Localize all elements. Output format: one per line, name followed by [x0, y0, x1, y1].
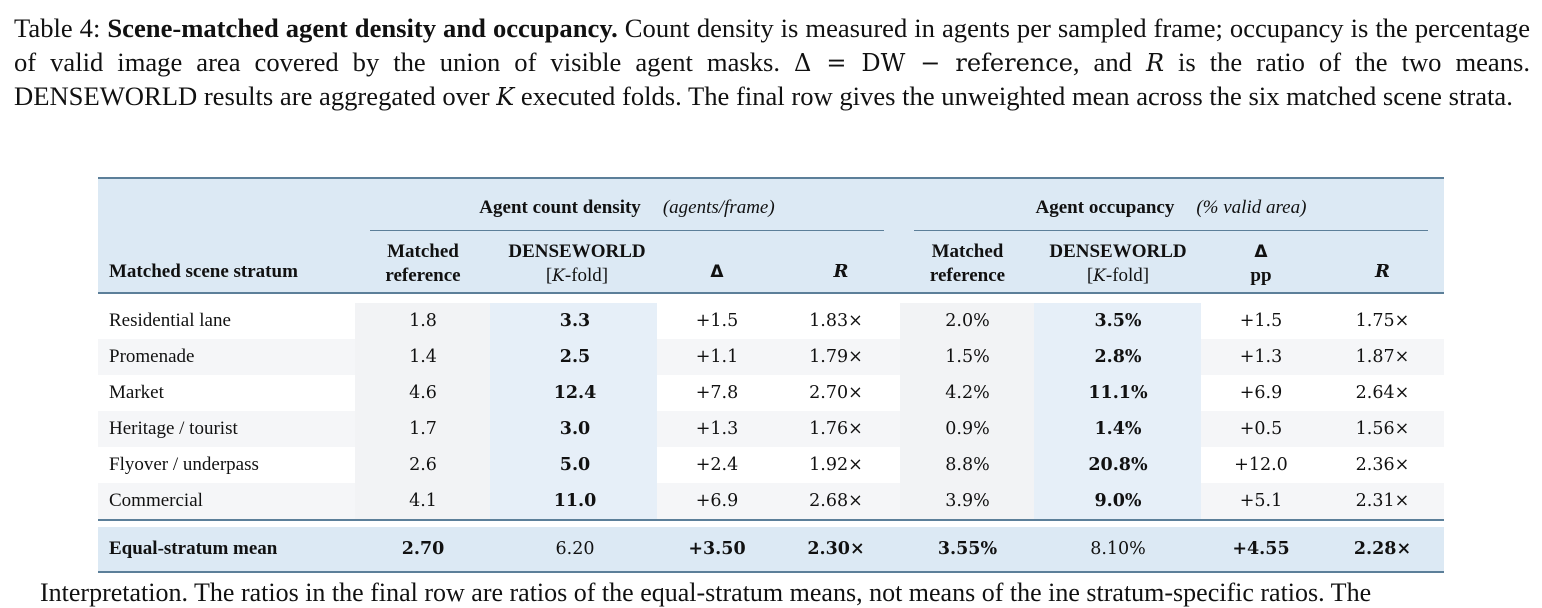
- cell-stratum: Heritage / tourist: [109, 418, 238, 439]
- caption-line3-end: executed folds. The final row gives the unweighted mean across the: [514, 81, 1242, 111]
- header-occ-r-symbol: R: [1375, 261, 1390, 282]
- cell-occ-r: 2.36×: [1355, 455, 1410, 475]
- caption-label: Table 4:: [14, 13, 101, 43]
- table-row: [98, 303, 1444, 339]
- mean-occ-delta: +4.55: [1232, 539, 1290, 559]
- caption-line2: the percentage of valid image area covered by the union of visible agent masks.: [14, 13, 1531, 77]
- mean-r: 2.30×: [807, 539, 865, 559]
- header-occ-dw-line1: DENSEWORLD: [1049, 240, 1187, 262]
- mean-occ-dw: 8.10%: [1090, 539, 1146, 559]
- cell-occ-dw: 20.8%: [1088, 455, 1148, 475]
- cell-ref: 4.1: [409, 491, 437, 511]
- results-table: [98, 177, 1444, 573]
- caption-delta-definition: Δ = DW − reference: [794, 48, 1073, 77]
- cell-occ-ref: 2.0%: [945, 311, 990, 331]
- caption-title: Scene-matched agent density and occupancy.: [107, 13, 618, 43]
- cell-stratum: Promenade: [109, 346, 195, 367]
- header-delta-symbol: Δ: [710, 262, 724, 282]
- column-header-row: [98, 235, 1444, 292]
- cell-r: 1.79×: [809, 347, 863, 367]
- header-ref-line2: reference: [385, 264, 461, 286]
- cell-occ-delta: +1.5: [1239, 311, 1283, 331]
- cell-delta: +6.9: [695, 491, 739, 511]
- cell-stratum: Commercial: [109, 490, 203, 511]
- cell-occ-dw: 3.5%: [1094, 311, 1142, 331]
- header-occ-dw-line2: [1035, 264, 1201, 288]
- cell-occ-r: 1.87×: [1355, 347, 1410, 367]
- cell-dw: 2.5: [559, 347, 591, 367]
- header-occ-ref-line2: reference: [929, 264, 1006, 286]
- mean-stratum: Equal-stratum mean: [109, 538, 278, 559]
- cell-delta: +1.3: [695, 419, 739, 439]
- cell-r: 1.76×: [809, 419, 863, 439]
- table-row: [98, 411, 1444, 447]
- cell-occ-r: 2.64×: [1355, 383, 1410, 403]
- caption-line2-mid: , and: [1072, 46, 1146, 77]
- cell-occ-r: 1.56×: [1355, 419, 1410, 439]
- cell-occ-dw: 2.8%: [1094, 347, 1142, 367]
- cell-delta: +1.5: [695, 311, 739, 331]
- header-occ-delta: [1201, 235, 1321, 292]
- cell-ref: 2.6: [409, 455, 437, 475]
- header-occ-ref: [900, 235, 1035, 292]
- header-delta: [662, 235, 772, 292]
- count-group-unit: (agents/frame): [662, 197, 775, 218]
- occ-group-title: Agent occupancy: [1035, 197, 1175, 218]
- header-ref: [354, 235, 492, 292]
- cell-dw: 12.4: [553, 383, 597, 403]
- cell-r: 1.83×: [809, 311, 863, 331]
- mean-dw: 6.20: [555, 539, 595, 559]
- cell-dw: 5.0: [559, 455, 591, 475]
- footer-paragraph: Interpretation. The ratios in the final row are ratios of the equal-stratum means, not means of the ine stratum-specific ratios. The: [40, 578, 1372, 607]
- cell-occ-delta: +6.9: [1239, 383, 1283, 403]
- mean-ref: 2.70: [401, 539, 445, 559]
- cell-dw: 3.0: [559, 419, 591, 439]
- mean-row: [98, 527, 1444, 571]
- caption-line4: six matched scene strata.: [1248, 81, 1513, 111]
- header-occ-dw-fold: -fold]: [1105, 264, 1150, 286]
- table-row: [98, 483, 1444, 519]
- cell-occ-r: 2.31×: [1355, 491, 1410, 511]
- header-dw-fold: -fold]: [564, 264, 609, 286]
- header-stratum: Matched scene stratum: [109, 261, 298, 282]
- mean-delta: +3.50: [688, 539, 746, 559]
- cell-occ-delta: +0.5: [1239, 419, 1283, 439]
- cell-occ-r: 1.75×: [1355, 311, 1410, 331]
- cell-r: 2.68×: [809, 491, 863, 511]
- cell-delta: +2.4: [695, 455, 739, 475]
- header-r: [772, 235, 910, 292]
- header-dw-line1: DENSEWORLD: [508, 240, 646, 262]
- header-occ-delta-unit: pp: [1250, 264, 1272, 286]
- group-count-density: [370, 179, 884, 223]
- occ-group-cmidrule: [914, 230, 1428, 231]
- header-occ-dw: [1035, 235, 1201, 292]
- caption-line2-end: is the ratio of the: [1164, 46, 1388, 77]
- header-occ-delta-symbol: Δ: [1254, 241, 1268, 262]
- header-dw-k: K: [552, 265, 565, 286]
- count-group-title: Agent count density: [479, 197, 641, 218]
- cell-occ-delta: +12.0: [1234, 455, 1288, 475]
- table-row: [98, 339, 1444, 375]
- cell-occ-dw: 1.4%: [1094, 419, 1142, 439]
- cell-stratum: Market: [109, 382, 164, 403]
- caption-r-symbol: R: [1145, 48, 1165, 77]
- header-r-symbol: R: [833, 261, 849, 282]
- group-header-row: [98, 179, 1444, 223]
- bottom-rule: [98, 571, 1444, 573]
- cell-stratum: Residential lane: [109, 310, 231, 331]
- cell-r: 2.70×: [809, 383, 863, 403]
- cell-occ-ref: 0.9%: [945, 419, 990, 439]
- table-body: [98, 294, 1444, 520]
- count-group-cmidrule: [370, 230, 884, 231]
- header-dw: [492, 235, 662, 292]
- cell-occ-dw: 9.0%: [1094, 491, 1142, 511]
- cell-ref: 1.8: [409, 311, 437, 331]
- caption-line3: two means. DENSEWORLD results are aggregated over: [14, 46, 1531, 111]
- header-dw-bracket-open: [: [545, 264, 553, 286]
- header-occ-dw-bracket-open: [: [1086, 264, 1094, 286]
- occ-group-unit: (% valid area): [1196, 197, 1307, 218]
- table-row: [98, 375, 1444, 411]
- table-row: [98, 447, 1444, 483]
- caption-line1: Count density is measured in agents per sampled frame; occupancy is: [617, 13, 1369, 43]
- mean-occ-r: 2.28×: [1353, 539, 1412, 559]
- cell-ref: 1.7: [409, 419, 437, 439]
- cell-occ-ref: 8.8%: [945, 455, 990, 475]
- cell-r: 1.92×: [809, 455, 863, 475]
- cell-stratum: Flyover / underpass: [109, 454, 259, 475]
- cell-dw: 11.0: [553, 491, 597, 511]
- cell-ref: 1.4: [409, 347, 437, 367]
- header-ref-line1: Matched: [387, 240, 459, 262]
- cell-ref: 4.6: [409, 383, 437, 403]
- cell-occ-delta: +1.3: [1239, 347, 1283, 367]
- group-occupancy: [914, 179, 1428, 223]
- header-occ-r: [1321, 235, 1444, 292]
- table-caption: [14, 12, 1530, 115]
- header-band: [98, 179, 1444, 292]
- cell-occ-delta: +5.1: [1239, 491, 1283, 511]
- cell-delta: +7.8: [695, 383, 739, 403]
- cell-occ-dw: 11.1%: [1088, 383, 1148, 403]
- cell-occ-ref: 3.9%: [945, 491, 990, 511]
- header-dw-line2: [492, 264, 662, 288]
- header-occ-ref-line1: Matched: [931, 240, 1004, 262]
- cell-occ-ref: 1.5%: [945, 347, 990, 367]
- cell-occ-ref: 4.2%: [945, 383, 990, 403]
- caption-k-symbol: K: [496, 83, 515, 111]
- mean-occ-ref: 3.55%: [937, 539, 998, 559]
- cell-delta: +1.1: [695, 347, 739, 367]
- cell-dw: 3.3: [559, 311, 591, 331]
- header-occ-dw-k: K: [1093, 265, 1106, 286]
